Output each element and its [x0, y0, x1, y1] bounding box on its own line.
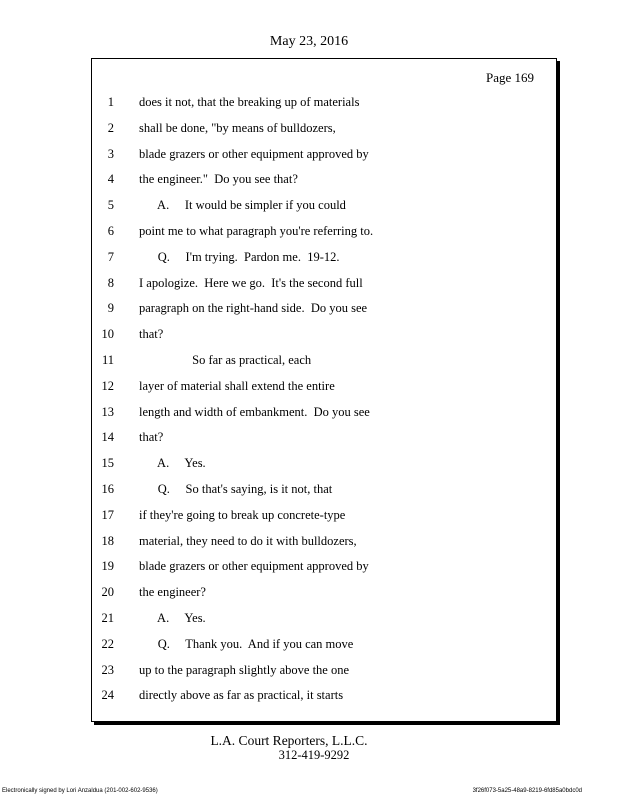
line-number: 10: [101, 327, 114, 342]
transcript-line: [0, 145, 618, 163]
transcript-line: [0, 377, 618, 395]
transcript-line: [0, 170, 618, 188]
line-number: 4: [107, 172, 114, 187]
page-number: Page 169: [485, 70, 534, 85]
electronic-signature: Electronically signed by Lori Anzaldua (201-002-602-9536): [2, 788, 158, 794]
line-number: 1: [107, 95, 114, 109]
line-number: 5: [107, 198, 114, 213]
transcript-line: [0, 403, 618, 421]
line-text: material, they need to do it with bulldozers,: [139, 533, 357, 548]
line-text: A. It would be simpler if you could: [139, 198, 346, 213]
line-number: 17: [101, 507, 114, 522]
line-text: directly above as far as practical, it starts: [139, 688, 344, 703]
transcript-line: [0, 93, 618, 111]
line-number: 22: [101, 636, 114, 651]
transcript-line: [0, 274, 618, 292]
line-text: blade grazers or other equipment approved by: [139, 559, 369, 574]
transcript-line: [0, 196, 618, 214]
line-number: 6: [107, 224, 114, 238]
document-id: 3f26f073-5a25-48a9-8219-6fd85a0bdc0d: [472, 788, 582, 794]
line-number: 21: [101, 611, 114, 625]
line-text: up to the paragraph slightly above the one: [139, 662, 350, 677]
transcript-line: [0, 609, 618, 627]
line-number: 2: [107, 120, 114, 135]
line-text: does it not, that the breaking up of materials: [139, 95, 360, 109]
line-text: if they're going to break up concrete-type: [139, 507, 346, 522]
transcript-line: [0, 299, 618, 317]
transcript-line: [0, 532, 618, 550]
reporter-phone: 312-419-9292: [278, 748, 350, 762]
line-text: the engineer?: [139, 585, 206, 600]
line-text: So far as practical, each: [139, 353, 312, 367]
transcript-line: [0, 428, 618, 446]
transcript-line: [0, 686, 618, 704]
transcript-line: [0, 454, 618, 472]
line-number: 9: [107, 301, 114, 316]
line-number: 8: [107, 275, 114, 290]
line-text: that?: [139, 327, 164, 342]
transcript-date: May 23, 2016: [269, 34, 349, 49]
line-text: paragraph on the right-hand side. Do you see: [139, 301, 368, 316]
line-number: 14: [101, 430, 114, 445]
line-text: layer of material shall extend the entire: [139, 378, 335, 393]
transcript-line: [0, 635, 618, 653]
transcript-line: [0, 557, 618, 575]
line-text: A. Yes.: [139, 456, 206, 471]
line-text: Q. Thank you. And if you can move: [139, 636, 354, 651]
line-number: 23: [101, 662, 114, 677]
line-text: I apologize. Here we go. It's the second full: [139, 275, 363, 290]
line-number: 15: [101, 456, 114, 471]
line-text: blade grazers or other equipment approved by: [139, 146, 369, 161]
line-number: 3: [107, 146, 114, 161]
line-number: 19: [101, 559, 114, 574]
line-text: length and width of embankment. Do you see: [139, 404, 370, 419]
line-number: 12: [101, 378, 114, 393]
line-text: Q. I'm trying. Pardon me. 19-12.: [139, 249, 340, 264]
line-text: the engineer." Do you see that?: [139, 172, 298, 187]
transcript-line: [0, 506, 618, 524]
transcript-line: [0, 222, 618, 240]
line-text: A. Yes.: [139, 611, 206, 625]
line-number: 16: [101, 482, 114, 496]
transcript-line: [0, 661, 618, 679]
line-number: 18: [101, 533, 114, 548]
line-number: 7: [107, 249, 114, 264]
transcript-line: [0, 325, 618, 343]
transcript-line: [0, 119, 618, 137]
transcript-line: [0, 351, 618, 369]
transcript-line: [0, 583, 618, 601]
line-text: that?: [139, 430, 164, 445]
line-text: point me to what paragraph you're referring to.: [139, 224, 374, 238]
line-text: shall be done, "by means of bulldozers,: [139, 120, 336, 135]
line-number: 20: [101, 585, 114, 600]
line-number: 11: [101, 353, 114, 367]
line-text: Q. So that's saying, is it not, that: [139, 482, 333, 496]
transcript-line: [0, 480, 618, 498]
transcript-line: [0, 248, 618, 266]
line-number: 13: [101, 404, 114, 419]
reporter-company: L.A. Court Reporters, L.L.C.: [210, 733, 368, 748]
line-number: 24: [101, 688, 114, 703]
